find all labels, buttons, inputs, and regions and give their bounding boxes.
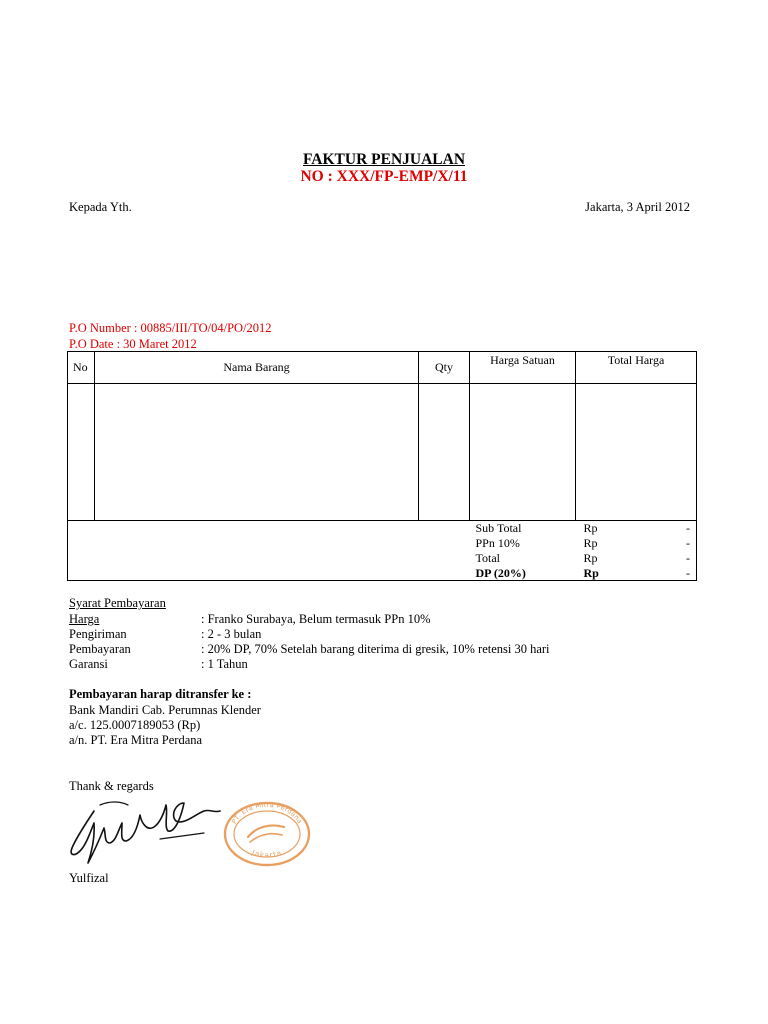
terms-heading: Syarat Pembayaran: [69, 596, 166, 610]
total-value: -: [686, 551, 690, 565]
document-title: FAKTUR PENJUALAN: [302, 151, 466, 168]
terms-label-garansi: Garansi: [69, 657, 108, 671]
subtotal-label: Sub Total: [475, 521, 522, 535]
cell-unit-price: [470, 384, 576, 521]
ppn-label: PPn 10%: [475, 536, 520, 550]
subtotal-currency: Rp: [583, 521, 598, 535]
bank-name: Bank Mandiri Cab. Perumnas Klender: [69, 703, 261, 717]
bank-account: a/c. 125.0007189053 (Rp): [69, 718, 201, 732]
ppn-value: -: [686, 536, 690, 550]
stamp-bottom-text: Jakarta: [250, 848, 284, 860]
svg-text:PT. Era Mitra Perdana: [230, 801, 304, 825]
recipient-label: Kepada Yth.: [69, 200, 132, 214]
place-date: Jakarta, 3 April 2012: [585, 200, 690, 214]
svg-text:Jakarta: [250, 848, 283, 859]
dp-label: DP (20%): [475, 566, 526, 580]
total-currency: Rp: [583, 551, 598, 565]
terms-label-pembayaran: Pembayaran: [69, 642, 131, 656]
total-label: Total: [475, 551, 500, 565]
header-qty: Qty: [419, 352, 470, 384]
terms-value-pengiriman: : 2 - 3 bulan: [201, 627, 262, 641]
dp-currency: Rp: [583, 566, 599, 580]
header-no: No: [68, 352, 95, 384]
stamp-top-text: PT. Era Mitra Perdana: [230, 800, 304, 826]
closing-text: Thank & regards: [69, 779, 154, 793]
totals-row: [68, 521, 697, 581]
subtotal-value: -: [686, 521, 690, 535]
terms-value-garansi: : 1 Tahun: [201, 657, 248, 671]
invoice-number: NO : XXX/FP-EMP/X/11: [300, 168, 468, 185]
table-row: [68, 384, 697, 521]
po-date: P.O Date : 30 Maret 2012: [69, 337, 197, 351]
cell-total: [576, 384, 697, 521]
totals-values: [576, 521, 697, 581]
totals-spacer: [68, 521, 470, 581]
header-total: Total Harga: [576, 352, 697, 384]
terms-label-harga: Harga: [69, 612, 100, 626]
cell-name: [95, 384, 419, 521]
totals-labels: [470, 521, 576, 581]
transfer-heading: Pembayaran harap ditransfer ke :: [69, 687, 252, 701]
terms-value-pembayaran: : 20% DP, 70% Setelah barang diterima di gresik, 10% retensi 30 hari: [201, 642, 550, 656]
terms-value-harga: : Franko Surabaya, Belum termasuk PPn 10%: [201, 612, 431, 626]
signature-image: [64, 793, 224, 868]
signatory-name: Yulfizal: [69, 871, 109, 885]
company-stamp: [222, 797, 312, 867]
cell-no: [68, 384, 95, 521]
dp-value: -: [686, 566, 690, 580]
table-header-row: [68, 352, 697, 384]
terms-label-pengiriman: Pengiriman: [69, 627, 127, 641]
items-table: [67, 351, 697, 581]
bank-account-name: a/n. PT. Era Mitra Perdana: [69, 733, 203, 747]
header-unit-price: Harga Satuan: [470, 352, 576, 384]
header-name: Nama Barang: [95, 352, 419, 384]
ppn-currency: Rp: [583, 536, 598, 550]
cell-qty: [419, 384, 470, 521]
po-number: P.O Number : 00885/III/TO/04/PO/2012: [69, 321, 272, 335]
